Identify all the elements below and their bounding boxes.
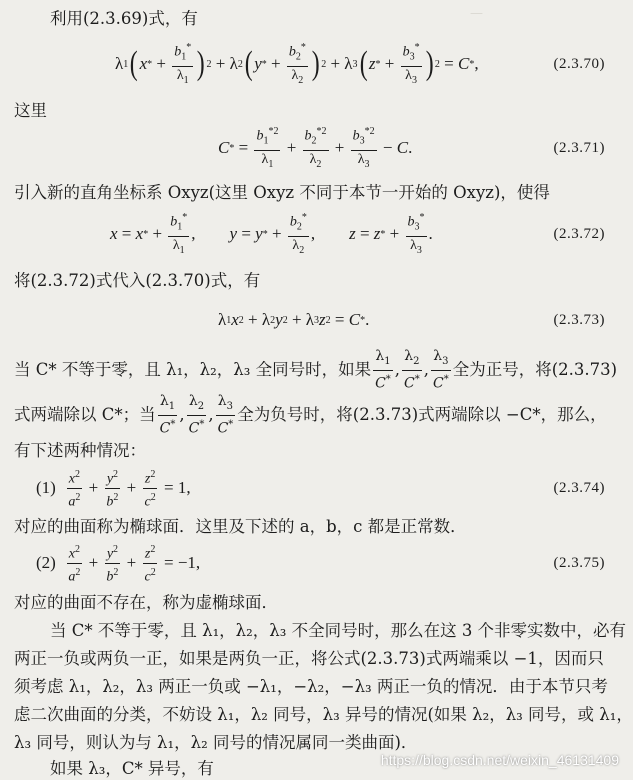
paragraph-line: 当 C* 不等于零，且 λ₁，λ₂，λ₃ 不全同号时，那么在这 3 个非零实数中，必有 bbox=[50, 621, 627, 640]
paragraph-line: 虑二次曲面的分类，不妨设 λ₁，λ₂ 同号，λ₃ 异号的情况(如果 λ₂，λ₃ 同号，或 λ₁， bbox=[14, 705, 633, 724]
equation-number: (2.3.73) bbox=[553, 311, 605, 328]
equation-body: (2) $\frac{x^2}{a^2}$ + $\frac{y^2}{b^2}$ + $\frac{z^2}{c^2}$ = −1, bbox=[36, 543, 200, 583]
paragraph-line: 须考虑 λ₁，λ₂，λ₃ 两正一负或 −λ₁，−λ₂，−λ₃ 两正一负的情况．由于本节只考 bbox=[14, 677, 608, 696]
equation-2-3-75 bbox=[0, 543, 633, 583]
equation-number: (2.3.71) bbox=[553, 139, 605, 156]
equation-body: (1) $\frac{x^2}{a^2}$ + $\frac{y^2}{b^2}$ + $\frac{z^2}{c^2}$ = 1, bbox=[36, 468, 191, 508]
paragraph-line: 式两端除以 C*；当 $\frac{\lambda_1}{C^*}$ , $\frac{\lambda_2}{C^*}$ , $\frac{\lambda_3}{C^*}$ 全为负号时，将(2.3.73)式两端除以 −C*，那么， bbox=[14, 392, 607, 437]
equation-2-3-74 bbox=[0, 468, 633, 508]
paragraph-line: 利用(2.3.69)式，有 bbox=[50, 9, 198, 28]
paragraph-line: 这里 bbox=[14, 101, 47, 120]
equation-number: (2.3.72) bbox=[553, 225, 605, 242]
equation-number: (2.3.75) bbox=[553, 554, 605, 571]
paragraph-line: 将(2.3.72)式代入(2.3.70)式，有 bbox=[14, 271, 261, 290]
equation-2-3-71 bbox=[0, 128, 633, 168]
equation-2-3-70 bbox=[0, 44, 633, 84]
text-fragment: 式两端除以 C*；当 bbox=[14, 405, 156, 424]
equation-number: (2.3.70) bbox=[553, 55, 605, 72]
equation-body: λ 1 x 2 + λ 2 y 2 + λ 3 z 2 = C * . bbox=[218, 310, 370, 329]
equation-body: λ 1 ( x * + $\frac{b_1^*}{\lambda_1}$ ) 2 + λ 2 ( y * + $\frac{b_2^*}{\lambda_2}$ ) 2 + λ 3 ( z * + $\frac{b_3^*}{\lambda_3}$ ) 2 = C * , bbox=[115, 44, 479, 84]
text-fragment: 全为正号，将(2.3.73) bbox=[452, 360, 618, 379]
bleed-through: — bbox=[470, 6, 483, 21]
paragraph-line: 如果 λ₃，C* 异号，有 bbox=[50, 759, 214, 778]
text-fragment: 全为负号时，将(2.3.73)式两端除以 −C*，那么， bbox=[237, 405, 607, 424]
equation-2-3-73 bbox=[0, 300, 633, 340]
equation-2-3-72 bbox=[0, 214, 633, 254]
equation-body: x = x * + $\frac{b_1^*}{\lambda_1}$ , y = y * + $\frac{b_2^*}{\lambda_2}$ , z = z * + $\frac{b_3^*}{\lambda_3}$ . bbox=[110, 214, 433, 254]
case-label: (1) bbox=[36, 478, 56, 497]
equation-number: (2.3.74) bbox=[553, 479, 605, 496]
paragraph-line: 两正一负或两负一正，如果是两负一正，将公式(2.3.73)式两端乘以 −1，因而只 bbox=[14, 649, 604, 668]
watermark: https://blog.csdn.net/weixin_46131409 bbox=[380, 752, 619, 768]
text-fragment: 当 C* 不等于零，且 λ₁，λ₂，λ₃ 全同号时，如果 bbox=[14, 360, 372, 379]
paragraph-line: 当 C* 不等于零，且 λ₁，λ₂，λ₃ 全同号时，如果 $\frac{\lambda_1}{C^*}$ , $\frac{\lambda_2}{C^*}$ , $\frac{\lambda_3}{C^*}$ 全为正号，将(2.3.73) bbox=[14, 347, 618, 392]
paragraph-line: 对应的曲面称为椭球面．这里及下述的 a，b，c 都是正常数． bbox=[14, 517, 467, 536]
paragraph-line: λ₃ 同号，则认为与 λ₁，λ₂ 同号的情况属同一类曲面)． bbox=[14, 733, 418, 752]
paragraph-line: 有下述两种情况： bbox=[14, 441, 146, 460]
case-label: (2) bbox=[36, 553, 56, 572]
paragraph-line: 对应的曲面不存在，称为虚椭球面． bbox=[14, 593, 278, 612]
equation-body: C * = $\frac{b_1^{*2}}{\lambda_1}$ + $\frac{b_2^{*2}}{\lambda_2}$ + $\frac{b_3^{*2}}{\lambda_3}$ − C . bbox=[218, 128, 412, 168]
paragraph-line: 引入新的直角坐标系 Oxyz(这里 Oxyz 不同于本节一开始的 Oxyz)，使得 bbox=[14, 183, 550, 202]
